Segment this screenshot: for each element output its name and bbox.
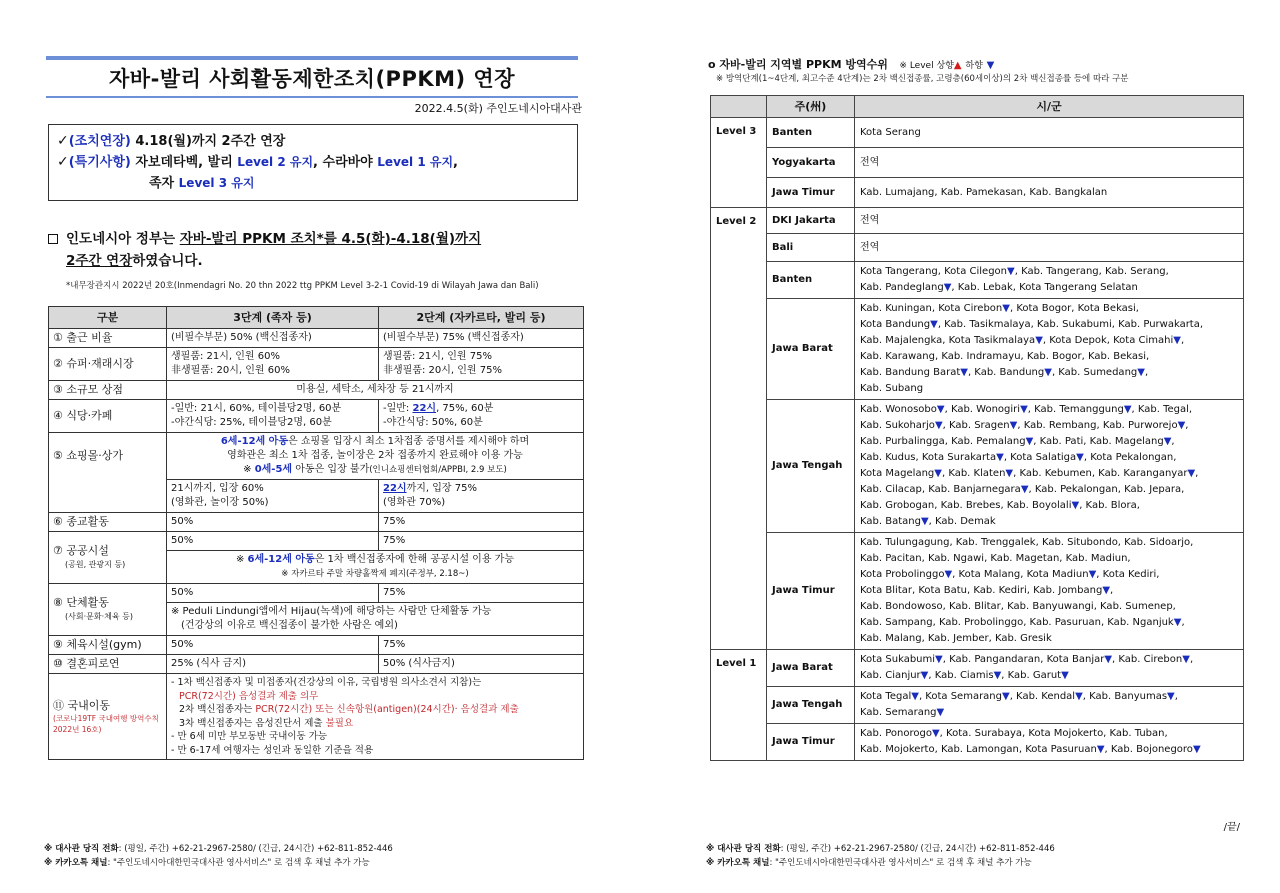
region-level-table bbox=[710, 95, 1244, 761]
triangle-down-icon: ▼ bbox=[1192, 744, 1201, 755]
summary-box bbox=[48, 124, 578, 201]
table-row: ⑩ 결혼피로연 25% (식사 금지) 50% (식사금지) bbox=[49, 655, 584, 674]
table-row: ⑨ 체육시설(gym) 50% 75% bbox=[49, 636, 584, 655]
table-row: ⑦ 공공시설 (공원, 관광지 등) 50% 75% bbox=[49, 532, 584, 551]
table-row: ※ 6세-12세 아동은 1차 백신접종자에 한해 공공시설 이용 가능 ※ 자카르타 주말 차량홀짝제 폐지(주정부, 2.18~) bbox=[49, 551, 584, 584]
table-row: ⑧ 단체활동 (사회·문화·체육 등) 50% 75% bbox=[49, 584, 584, 603]
table-row: ③ 소규모 상점 미용실, 세탁소, 세차장 등 21시까지 bbox=[49, 381, 584, 400]
triangle-down-icon: ▼ bbox=[1182, 654, 1190, 665]
table-row: Level 2 DKI Jakarta 전역 bbox=[711, 208, 1244, 234]
table-row: Bali 전역 bbox=[711, 234, 1244, 262]
region-subnote: ※ 방역단계(1~4단계, 최고수준 4단계)는 2차 백신접종률, 고령층(60세이상)의 2차 백신접종률 등에 따라 구분 bbox=[716, 74, 1129, 84]
triangle-down-icon: ▼ bbox=[920, 670, 929, 681]
triangle-down-icon: ▼ bbox=[1002, 691, 1010, 702]
triangle-down-icon: ▼ bbox=[934, 468, 942, 479]
table-row: ② 슈퍼·재래시장 생필품: 21시, 인원 60% 非생필품: 20시, 인원 60% 생필품: 21시, 인원 75% 非생필품: 20시, 인원 75% bbox=[49, 348, 584, 381]
triangle-down-icon: ▼ bbox=[931, 728, 940, 739]
triangle-down-icon: ▼ bbox=[1137, 367, 1145, 378]
triangle-down-icon: ▼ bbox=[1071, 500, 1080, 511]
right-page bbox=[640, 0, 1280, 893]
triangle-down-icon: ▼ bbox=[1076, 452, 1084, 463]
table-row: Jawa Timur Kab. Lumajang, Kab. Pamekasan, Kab. Bangkalan bbox=[711, 178, 1244, 208]
triangle-down-icon: ▼ bbox=[1173, 335, 1181, 346]
region-heading: o 자바-발리 지역별 PPKM 방역수위 ※ Level 상향▲ 하향 ▼ bbox=[708, 58, 995, 71]
measures-table bbox=[48, 306, 584, 760]
square-bullet-icon bbox=[48, 234, 58, 244]
triangle-down-icon: ▼ bbox=[1123, 404, 1132, 415]
table-row: Jawa Timur Kab. Tulungagung, Kab. Trenggalek, Kab. Situbondo, Kab. Sidoarjo, Kab. Pacitan, Kab. Ngawi, Kab. Magetan, Kab. Madiun, Kota Probolinggo▼, Kota Malang, Kota Madiun▼, Kota Kediri, Kota Blitar, Kota Batu, Kab. Kediri, Kab. Jombang▼, Kab. Bondowoso, Kab. Blitar, Kab. Banyuwangi, Kab. Sumenep, Kab. Sampang, Kab. Probolinggo, Kab. Pasuruan, Kab. Nganjuk▼, Kab. Malang, Kab. Jember, Kab. Gresik bbox=[711, 533, 1244, 650]
triangle-down-icon: ▼ bbox=[936, 404, 945, 415]
triangle-down-icon: ▼ bbox=[930, 319, 938, 330]
table-row: ① 출근 비율 (비필수부문) 50% (백신접종자) (비필수부문) 75% (백신접종자) bbox=[49, 329, 584, 348]
footer-contact: ※ 대사관 당직 전화: (평일, 주간) +62-21-2967-2580/ (긴급, 24시간) +62-811-852-446 ※ 카카오톡 채널: "주인도네시아대한민국대사관 영사서비스" 로 검색 후 채널 추가 가능 bbox=[706, 844, 1055, 868]
col-header: 3단계 (족자 등) bbox=[167, 307, 379, 329]
table-row: Jawa Barat Kab. Kuningan, Kota Cirebon▼, Kota Bogor, Kota Bekasi, Kota Bandung▼, Kab. Tasikmalaya, Kab. Sukabumi, Kab. Purwakarta, Kab. Majalengka, Kota Tasikmalaya▼, Kota Depok, Kota Cimahi▼, Kab. Karawang, Kab. Indramayu, Kab. Bogor, Kab. Bekasi, Kab. Bandung Barat▼, Kab. Bandung▼, Kab. Sumedang▼, Kab. Subang bbox=[711, 299, 1244, 400]
title-banner bbox=[46, 56, 578, 98]
triangle-down-icon: ▼ bbox=[1061, 670, 1069, 681]
table-row: ⑪ 국내이동 (코로나19TF 국내여행 방역수칙 2022년 16호) - 1차 백신접종자 및 미접종자(건강상의 이유, 국립병원 의사소견서 지참)는 PCR(72시간) 음성결과 제출 의무 2차 백신접종자는 PCR(72시간) 또는 신속항원(antigen)(24시간)· 음성결과 제출 3차 백신접종자는 음성진단서 제출 불필요 - 만 6세 미만 부모동반 국내이동 가능 - 만 6-17세 여행자는 성인과 동일한 기준을 적용 bbox=[49, 674, 584, 760]
intro-paragraph: 인도네시아 정부는 자바-발리 PPKM 조치*를 4.5(화)-4.18(월)까지 2주간 연장하였습니다. bbox=[48, 228, 588, 272]
table-header-row bbox=[49, 307, 584, 329]
triangle-down-icon: ▼ bbox=[1020, 404, 1028, 415]
triangle-down-icon: ▼ bbox=[1187, 468, 1196, 479]
table-row: ⑥ 종교활동 50% 75% bbox=[49, 513, 584, 532]
table-row: ⑤ 쇼핑몰·상가 6세-12세 아동은 쇼핑몰 입장시 최소 1차접종 증명서를 제시해야 하며 영화관은 최소 1차 접종, 놀이장은 2차 접종까지 완료해야 이용 가능 ※ 0세-5세 아동은 입장 불가(인니쇼핑센터협회/APPBI, 2.9 보도) bbox=[49, 433, 584, 480]
summary-line-3: 족자 Level 3 유지 bbox=[149, 176, 255, 191]
triangle-down-icon: ▼ bbox=[986, 60, 995, 71]
table-row: Level 1 Jawa Barat Kota Sukabumi▼, Kab. Pangandaran, Kota Banjar▼, Kab. Cirebon▼, Kab. Cianjur▼, Kab. Ciamis▼, Kab. Garut▼ bbox=[711, 650, 1244, 687]
triangle-down-icon: ▼ bbox=[960, 367, 968, 378]
triangle-down-icon: ▼ bbox=[911, 691, 919, 702]
triangle-down-icon: ▼ bbox=[1163, 436, 1172, 447]
table-row: Jawa Tengah Kota Tegal▼, Kota Semarang▼, Kab. Kendal▼, Kab. Banyumas▼, Kab. Semarang▼ bbox=[711, 687, 1244, 724]
triangle-down-icon: ▼ bbox=[1173, 617, 1182, 628]
triangle-down-icon: ▼ bbox=[936, 707, 945, 718]
table-row: ※ Peduli Lindungi앱에서 Hijau(녹색)에 해당하는 사람만 단체활동 가능 (건강상의 이유로 백신접종이 불가한 사람은 예외) bbox=[49, 603, 584, 636]
table-row: Banten Kota Tangerang, Kota Cilegon▼, Kab. Tangerang, Kab. Serang, Kab. Pandeglang▼, Kab. Lebak, Kota Tangerang Selatan bbox=[711, 262, 1244, 299]
triangle-down-icon: ▼ bbox=[1005, 468, 1014, 479]
triangle-down-icon: ▼ bbox=[1007, 266, 1015, 277]
triangle-down-icon: ▼ bbox=[944, 569, 953, 580]
triangle-down-icon: ▼ bbox=[1035, 335, 1043, 346]
triangle-down-icon: ▼ bbox=[1177, 420, 1186, 431]
decree-footnote: *내무장관지시 2022년 20호(Inmendagri No. 20 thn 2022 ttg PPKM Level 3-2-1 Covid-19 di Wilayah Jawa dan Bali) bbox=[66, 281, 539, 291]
footer-contact: ※ 대사관 당직 전화: (평일, 주간) +62-21-2967-2580/ (긴급, 24시간) +62-811-852-446 ※ 카카오톡 채널: "주인도네시아대한민국대사관 영사서비스" 로 검색 후 채널 추가 가능 bbox=[44, 844, 393, 868]
triangle-down-icon: ▼ bbox=[996, 452, 1004, 463]
triangle-down-icon: ▼ bbox=[1096, 744, 1105, 755]
triangle-down-icon: ▼ bbox=[1102, 585, 1111, 596]
triangle-up-icon: ▲ bbox=[953, 60, 962, 71]
table-row: Jawa Tengah Kab. Wonosobo▼, Kab. Wonogiri▼, Kab. Temanggung▼, Kab. Tegal, Kab. Sukoharjo▼, Kab. Sragen▼, Kab. Rembang, Kab. Purworejo▼, Kab. Purbalingga, Kab. Pemalang▼, Kab. Pati, Kab. Magelang▼, Kab. Kudus, Kota Surakarta▼, Kota Salatiga▼, Kota Pekalongan, Kota Magelang▼, Kab. Klaten▼, Kab. Kebumen, Kab. Karanganyar▼, Kab. Cilacap, Kab. Banjarnegara▼, Kab. Pekalongan, Kab. Jepara, Kab. Grobogan, Kab. Brebes, Kab. Boyolali▼, Kab. Blora, Kab. Batang▼, Kab. Demak bbox=[711, 400, 1244, 533]
triangle-down-icon: ▼ bbox=[1009, 420, 1018, 431]
check-icon: ✓ bbox=[57, 133, 69, 149]
table-row: Level 3 Banten Kota Serang bbox=[711, 118, 1244, 148]
triangle-down-icon: ▼ bbox=[993, 670, 1002, 681]
triangle-down-icon: ▼ bbox=[920, 516, 929, 527]
end-mark: /끝/ bbox=[1223, 822, 1240, 833]
col-header: 2단계 (자카르타, 발리 등) bbox=[379, 307, 584, 329]
triangle-down-icon: ▼ bbox=[1167, 691, 1175, 702]
summary-line-2: ✓(특기사항) 자보데타벡, 발리 Level 2 유지, 수라바야 Level 1 유지, bbox=[57, 154, 458, 170]
check-icon: ✓ bbox=[57, 154, 69, 170]
table-row: Jawa Timur Kab. Ponorogo▼, Kota. Surabaya, Kota Mojokerto, Kab. Tuban, Kab. Mojokerto, Kab. Lamongan, Kota Pasuruan▼, Kab. Bojonegoro▼ bbox=[711, 724, 1244, 761]
date-line: 2022.4.5(화) 주인도네시아대사관 bbox=[414, 102, 582, 115]
triangle-down-icon: ▼ bbox=[1075, 691, 1083, 702]
triangle-down-icon: ▼ bbox=[1088, 569, 1097, 580]
table-header-row: 주(州) 시/군 bbox=[711, 96, 1244, 118]
col-header: 구분 bbox=[49, 307, 167, 329]
table-row: 21시까지, 입장 60% (영화관, 놀이장 50%) 22시까지, 입장 75% (영화관 70%) bbox=[49, 480, 584, 513]
triangle-down-icon: ▼ bbox=[1044, 367, 1052, 378]
triangle-down-icon: ▼ bbox=[1104, 654, 1113, 665]
page-title: 자바-발리 사회활동제한조치(PPKM) 연장 bbox=[109, 67, 515, 91]
triangle-down-icon: ▼ bbox=[934, 420, 943, 431]
triangle-down-icon: ▼ bbox=[943, 282, 952, 293]
triangle-down-icon: ▼ bbox=[1020, 484, 1029, 495]
triangle-down-icon: ▼ bbox=[1025, 436, 1034, 447]
table-row: ④ 식당·카페 -일반: 21시, 60%, 테이블당2명, 60분 -야간식당: 25%, 테이블당2명, 60분 -일반: 22시, 75%, 60분 -야간식당: 50%, 60분 bbox=[49, 400, 584, 433]
table-row: Yogyakarta 전역 bbox=[711, 148, 1244, 178]
triangle-down-icon: ▼ bbox=[1002, 303, 1010, 314]
triangle-down-icon: ▼ bbox=[935, 654, 943, 665]
summary-line-1: ✓(조치연장) 4.18(월)까지 2주간 연장 bbox=[57, 133, 286, 149]
